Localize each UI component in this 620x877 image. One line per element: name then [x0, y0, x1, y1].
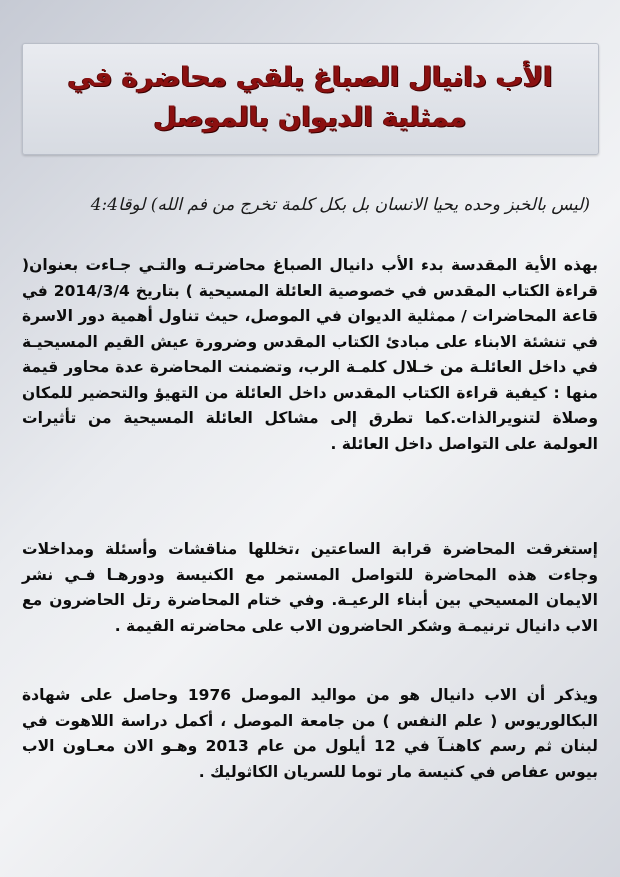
scripture-verse: (ليس بالخبز وحده يحيا الانسان بل بكل كلمة تخرج من فم الله) لوقا4:4 [90, 195, 590, 215]
page-title: الأب دانيال الصباغ يلقي محاضرة في ممثلية الديوان بالموصل [67, 62, 553, 133]
article-paragraph-2 [22, 537, 598, 639]
article-paragraph-1 [22, 253, 598, 457]
paragraph-text: إستغرقت المحاضرة قرابة الساعتين ،تخللها مناقشات وأسئلة ومداخلات وجاءت هذه المحاضرة للتواصل المستمر مع الكنيسة ودورهـا فـي نشر الايمان المسيحي بين أبناء الرعيـة. وفي ختام المحاضرة رتل الحاضرون مع الاب دانيال ترنيمـة وشكر الحاضرون الاب على محاضرته القيمة . [22, 540, 598, 635]
paragraph-text: بهذه الأية المقدسة بدء الأب دانيال الصباغ محاضرتـه والتـي جـاءت بعنوان( قراءة الكتاب المقدس في خصوصية العائلة المسيحية ) بتاريخ 2014/3/4 في قاعة المحاضرات / ممثلية الديوان في الموصل، حيث تناول أهمية دور الاسرة في تنشئة الابناء على مبادئ الكتاب المقدس وضرورة عيش القيم المسيحيـة في داخل العائلـة من خـلال كلمـة الرب، وتضمنت المحاضرة عدة محاور قيمة منها : كيفية قراءة الكتاب المقدس داخل العائلة من التهيؤ والتحضير للمكان وصلاة لتنويرالذات.كما تطرق إلى مشاكل العائلة المسيحية من تأثيرات العولمة على التواصل داخل العائلة . [22, 256, 598, 453]
article-paragraph-3 [22, 683, 598, 785]
paragraph-text: ويذكر أن الاب دانيال هو من مواليد الموصل 1976 وحاصل على شهادة البكالوريوس ( علم النفس ) من جامعة الموصل ، أكمل دراسة اللاهوت في لبنان ثم رسم كاهنـآ في 12 أيلول من عام 2013 وهـو الان معـاون الاب بيوس عفاص في كنيسة مار توما للسريان الكاثوليك . [22, 686, 599, 781]
